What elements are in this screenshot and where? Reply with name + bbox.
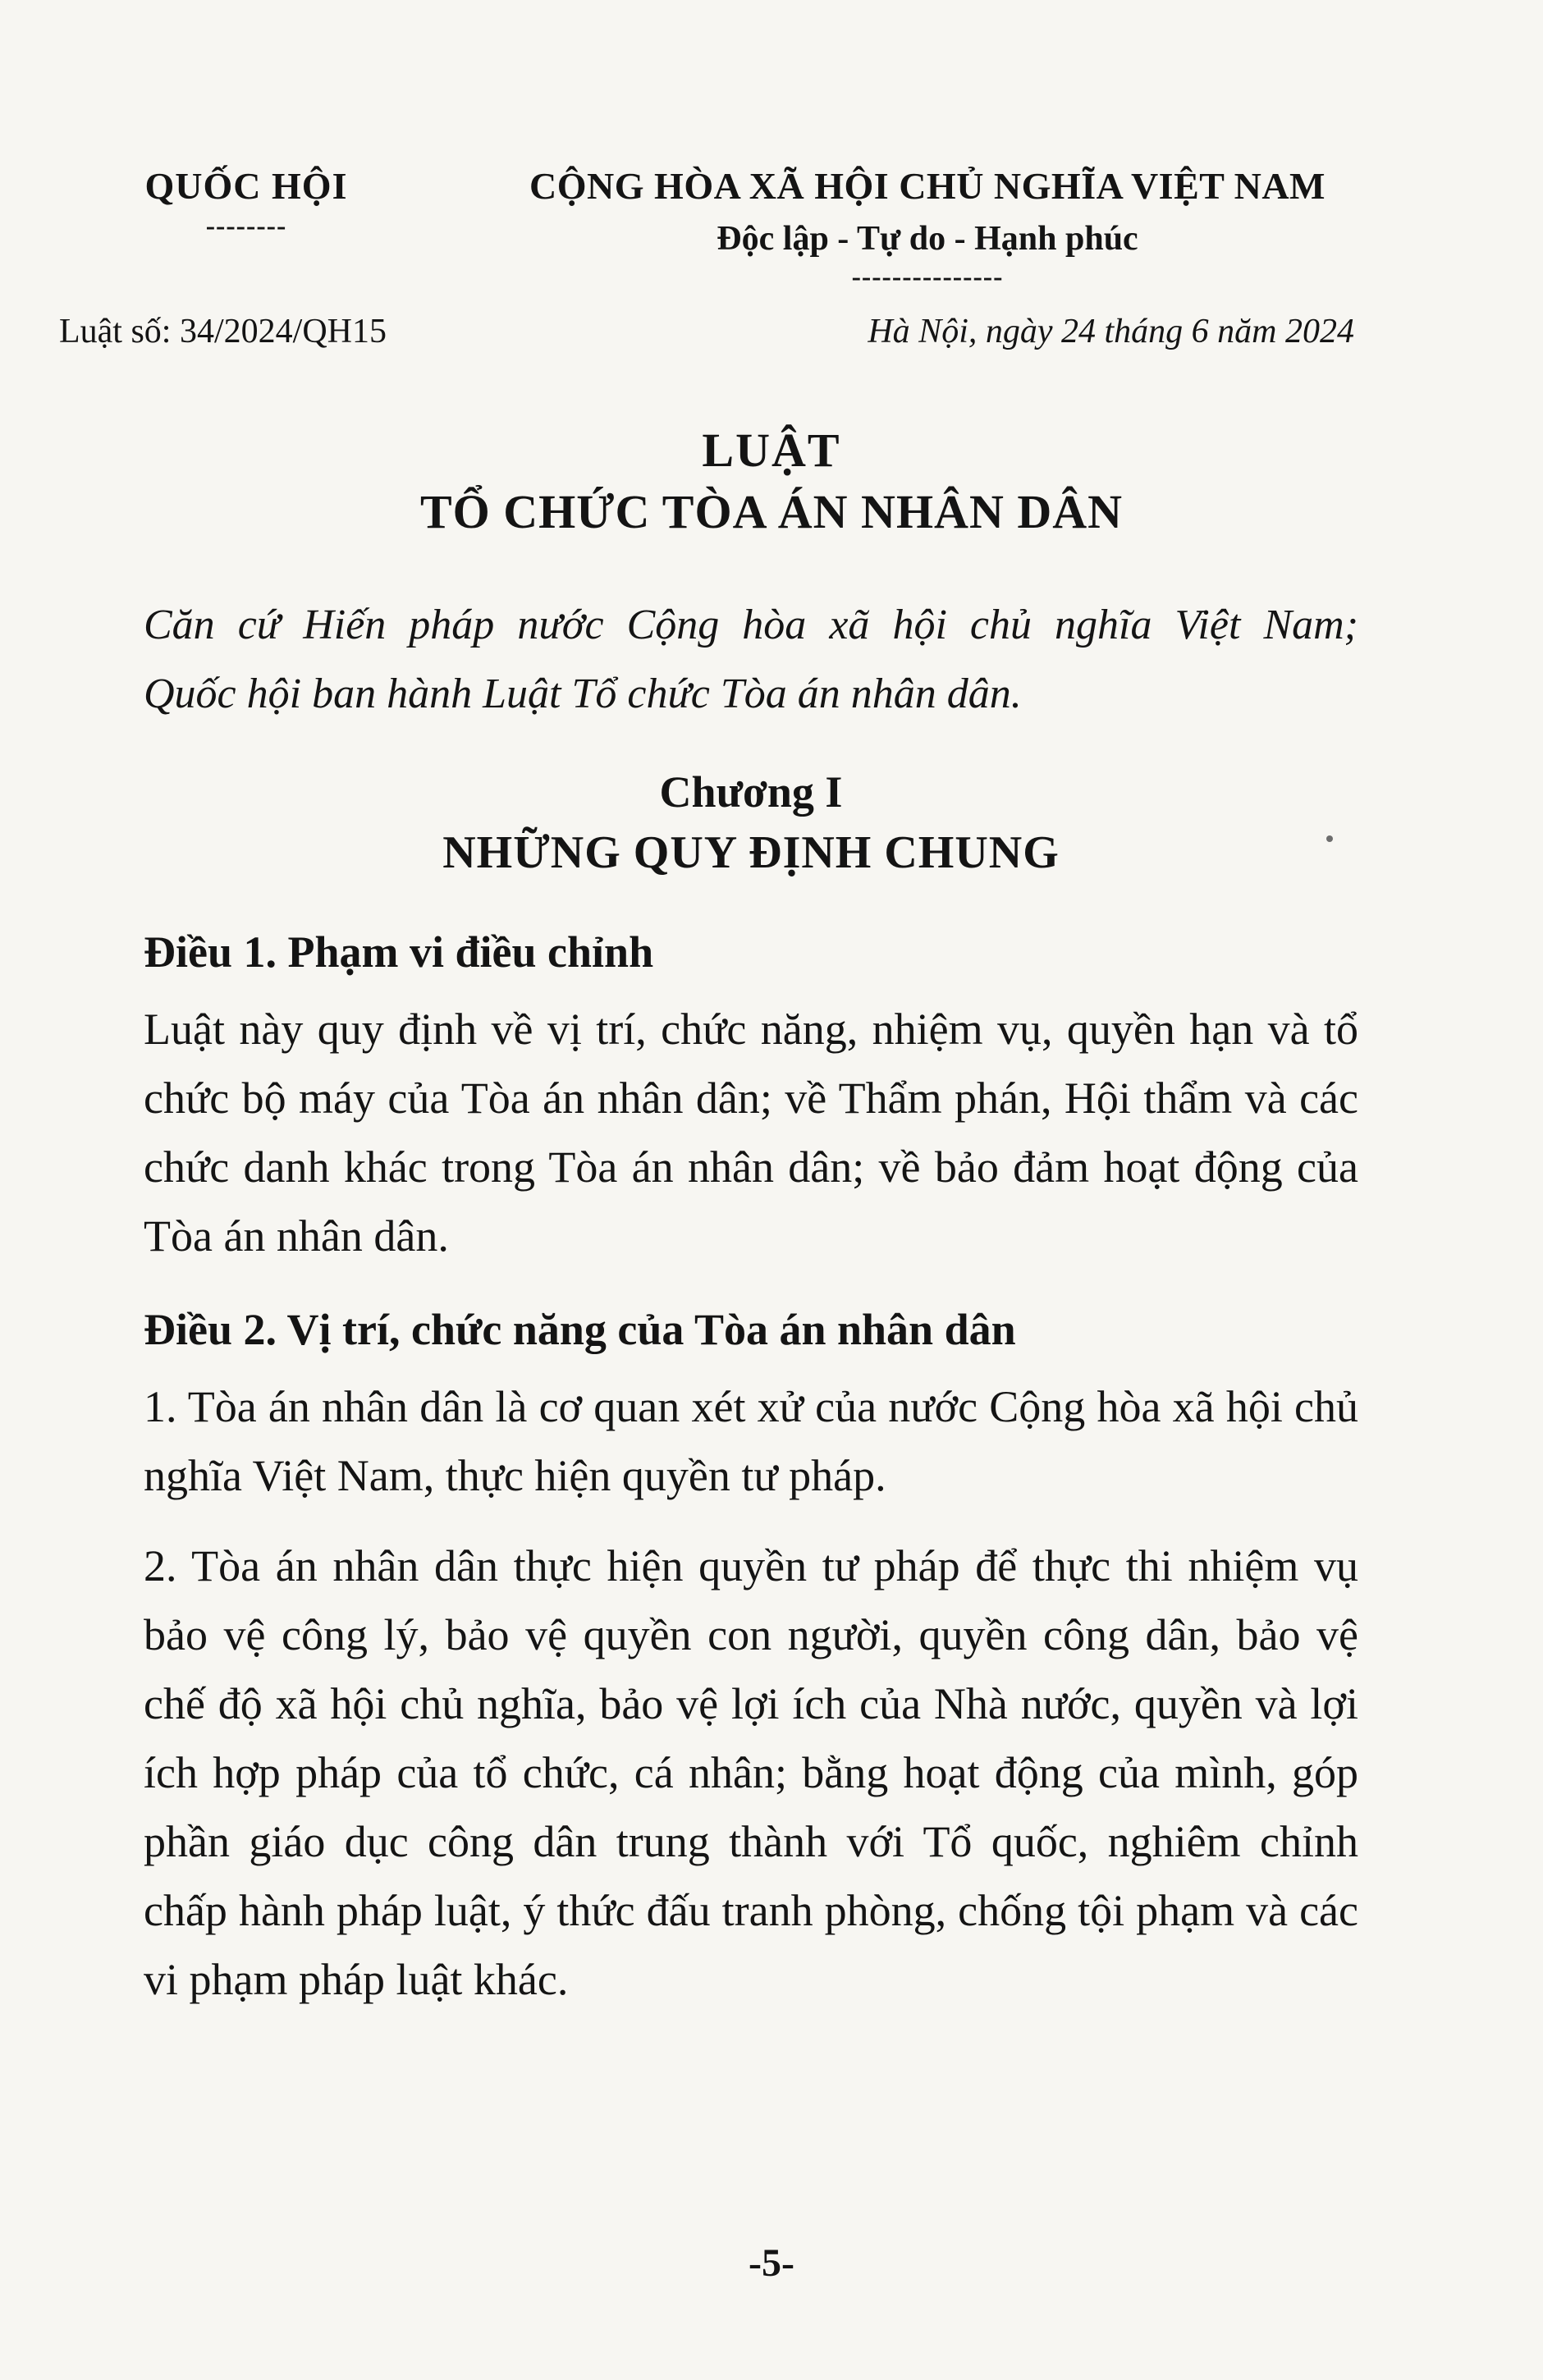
- issuer-name: QUỐC HỘI: [144, 165, 348, 207]
- title-law: LUẬT: [702, 423, 841, 477]
- country-name: CỘNG HÒA XÃ HỘI CHỦ NGHĨA VIỆT NAM: [529, 165, 1326, 207]
- place-date: Hà Nội, ngày 24 tháng 6 năm 2024: [868, 313, 1354, 350]
- national-motto: Độc lập - Tự do - Hạnh phúc: [717, 220, 1138, 258]
- article-paragraph: Luật này quy định về vị trí, chức năng, nhiệm vụ, quyền hạn và tổ chức bộ máy của Tòa án nhân dân; về Thẩm phán, Hội thẩm và các chức danh khác trong Tòa án nhân dân; về bảo đảm hoạt động của Tòa án nhân dân.: [144, 1005, 1358, 1261]
- title-name: TỔ CHỨC TÒA ÁN NHÂN DÂN: [420, 485, 1123, 538]
- preamble-line: Quốc hội ban hành Luật Tổ chức Tòa án nhân dân.: [144, 671, 1022, 717]
- law-number: Luật số: 34/2024/QH15: [59, 313, 387, 350]
- issuer-block: [123, 164, 369, 239]
- preamble-line: Căn cứ Hiến pháp nước Cộng hòa xã hội chủ nghĩa Việt Nam;: [144, 602, 1358, 648]
- document-body: [144, 591, 1358, 2014]
- national-heading: [492, 164, 1362, 290]
- chapter-title: NHỮNG QUY ĐỊNH CHUNG: [442, 827, 1060, 878]
- chapter-number: Chương I: [659, 767, 843, 817]
- motto-divider: ---------------: [851, 262, 1004, 292]
- article-paragraph: 2. Tòa án nhân dân thực hiện quyền tư pháp để thực thi nhiệm vụ bảo vệ công lý, bảo vệ quyền con người, quyền công dân, bảo vệ chế độ xã hội chủ nghĩa, bảo vệ lợi ích của Nhà nước, quyền và lợi ích hợp pháp của tổ chức, cá nhân; bằng hoạt động của mình, góp phần giáo dục công dân trung thành với Tổ quốc, nghiêm chỉnh chấp hành pháp luật, ý thức đấu tranh phòng, chống tội phạm và các vi phạm pháp luật khác.: [144, 1541, 1358, 2004]
- article-1: [144, 918, 1358, 1270]
- article-paragraph: 1. Tòa án nhân dân là cơ quan xét xử của nước Cộng hòa xã hội chủ nghĩa Việt Nam, thực hiện quyền tư pháp.: [144, 1382, 1358, 1500]
- article-title: Điều 1. Phạm vi điều chỉnh: [144, 927, 654, 977]
- article-2: [144, 1295, 1358, 2014]
- page-number: -5-: [749, 2241, 794, 2285]
- article-title: Điều 2. Vị trí, chức năng của Tòa án nhân dân: [144, 1305, 1016, 1354]
- issuer-divider: --------: [205, 211, 287, 241]
- chapter-heading: [144, 762, 1358, 883]
- document-title: [0, 423, 1543, 539]
- preamble: [144, 591, 1358, 729]
